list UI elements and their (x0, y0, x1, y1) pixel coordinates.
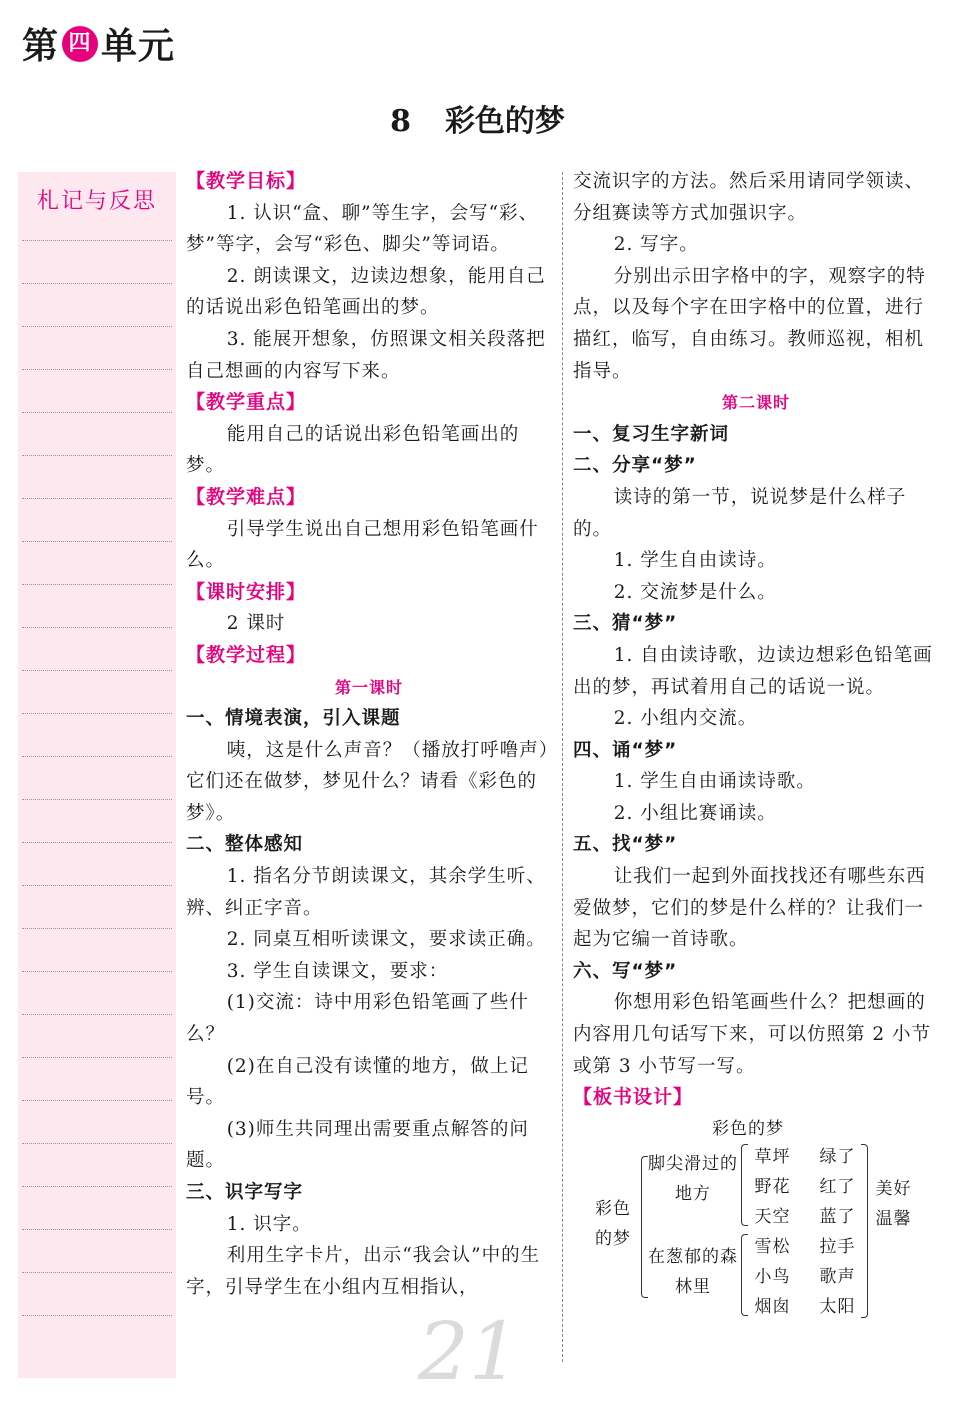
paragraph: 能用自己的话说出彩色铅笔画出的梦。 (186, 423, 520, 477)
board-root: 彩色的梦 (595, 1198, 631, 1249)
lesson-period-title: 第二课时 (721, 393, 790, 413)
sidebar-ruled-line (22, 1100, 172, 1101)
paragraph: 2. 小组内交流。 (613, 708, 758, 730)
sidebar-ruled-line (22, 455, 172, 456)
board-item: 拉手 (819, 1236, 856, 1257)
unit-prefix: 第 (22, 26, 60, 67)
paragraph: 2 课时 (226, 613, 286, 635)
sidebar-ruled-line (22, 1143, 172, 1144)
lesson-name: 彩色的梦 (444, 104, 565, 139)
board-item: 太阳 (819, 1296, 856, 1317)
paragraph: 2. 小组比赛诵读。 (613, 802, 777, 824)
board-branch: 脚尖滑过的地方 (648, 1153, 738, 1204)
section-heading: 【教学目标】 (186, 170, 307, 192)
sidebar-ruled-line (22, 1057, 172, 1058)
paragraph: 3. 学生自读课文，要求： (226, 960, 449, 982)
paragraph: 1. 认识“盒、聊”等生字，会写“彩、梦”等字，会写“彩色、脚尖”等词语。 (186, 202, 539, 256)
step-heading: 一、复习生字新词 (573, 423, 730, 445)
section-heading: 【课时安排】 (186, 580, 307, 603)
board-item: 绿了 (819, 1146, 856, 1167)
sidebar-ruled-line (22, 1186, 172, 1187)
paragraph: (3)师生共同理出需要重点解答的问题。 (186, 1118, 529, 1172)
right-column (573, 166, 939, 1317)
step-heading: 一、情境表演，引入课题 (186, 708, 401, 730)
step-heading: 六、写“梦” (573, 960, 678, 982)
paragraph: 2. 写字。 (613, 234, 699, 256)
paragraph: 分别出示田字格中的字，观察字的特点，以及每个字在田字格中的位置，进行描红，临写，自由练习。教师巡视，相机指导。 (573, 265, 926, 382)
step-heading: 四、诵“梦” (573, 739, 678, 761)
lesson-title (0, 96, 955, 140)
board-item: 烟囱 (754, 1296, 791, 1317)
sidebar-ruled-line (22, 842, 172, 843)
column-divider (562, 172, 563, 1362)
paragraph: 1. 指名分节朗读课文，其余学生听、辨、纠正字音。 (186, 866, 546, 919)
unit-suffix: 单元 (101, 26, 176, 67)
sidebar-ruled-line (22, 1014, 172, 1015)
sidebar-ruled-line (22, 541, 172, 542)
sidebar-ruled-line (22, 1315, 172, 1316)
paragraph: (2)在自己没有读懂的地方，做上记号。 (186, 1055, 529, 1109)
sidebar-ruled-line (22, 584, 172, 585)
paragraph: 引导学生说出自己想用彩色铅笔画什么。 (186, 518, 539, 572)
sidebar-ruled-line (22, 713, 172, 714)
step-heading: 三、识字写字 (186, 1182, 304, 1203)
sidebar-title: 札记与反思 (36, 189, 157, 214)
paragraph: 2. 同桌互相听读课文，要求读正确。 (226, 929, 546, 951)
board-item: 草坪 (754, 1146, 791, 1167)
unit-number-badge: 四 (62, 26, 98, 62)
board-summary: 美好温馨 (875, 1178, 912, 1229)
section-heading: 【板书设计】 (573, 1086, 694, 1109)
section-heading: 【教学难点】 (186, 485, 307, 508)
step-heading: 三、猜“梦” (573, 613, 678, 635)
board-bracket (641, 1156, 648, 1298)
board-branch: 在葱郁的森林里 (648, 1246, 738, 1297)
sidebar-ruled-line (22, 928, 172, 929)
paragraph: 你想用彩色铅笔画些什么？把想画的内容用几句话写下来，可以仿照第 2 小节或第 3 小节写一写。 (573, 992, 932, 1077)
paragraph: 让我们一起到外面找找还有哪些东西爱做梦，它们的梦是什么样的？让我们一起为它编一首诗歌。 (573, 866, 926, 951)
paragraph: 1. 自由读诗歌，边读边想彩色铅笔画出的梦，再试着用自己的话说一说。 (573, 644, 933, 698)
sidebar-ruled-line (22, 670, 172, 671)
paragraph: 利用生字卡片，出示“我会认”中的生字，引导学生在小组内互相指认， (186, 1245, 541, 1298)
paragraph: (1)交流：诗中用彩色铅笔画了些什么？ (186, 992, 529, 1046)
sidebar-ruled-line (22, 1229, 172, 1230)
paragraph: 咦，这是什么声音？（播放打呼噜声）它们还在做梦，梦见什么？请看《彩色的梦》。 (186, 739, 549, 824)
sidebar-ruled-line (22, 240, 172, 241)
sidebar-ruled-line (22, 412, 172, 413)
paragraph: 读诗的第一节，说说梦是什么样子的。 (573, 486, 907, 540)
sidebar-ruled-line (22, 971, 172, 972)
paragraph: 2. 交流梦是什么。 (613, 581, 777, 603)
sidebar-ruled-line (22, 326, 172, 327)
paragraph: 3. 能展开想象，仿照课文相关段落把自己想画的内容写下来。 (186, 328, 546, 382)
sidebar-ruled-line (22, 498, 172, 499)
section-heading: 【教学重点】 (186, 391, 307, 414)
lesson-period-title: 第一课时 (334, 677, 403, 697)
step-heading: 二、整体感知 (186, 834, 304, 856)
board-title: 彩色的梦 (712, 1118, 784, 1139)
sidebar-ruled-line (22, 799, 172, 800)
paragraph: 1. 识字。 (226, 1213, 312, 1235)
lesson-number: 8 (390, 104, 411, 139)
unit-header (22, 18, 175, 69)
board-item: 歌声 (819, 1266, 856, 1287)
board-item: 雪松 (754, 1236, 791, 1257)
board-item: 红了 (819, 1176, 856, 1197)
section-heading: 【教学过程】 (186, 643, 307, 666)
sidebar-ruled-line (22, 283, 172, 284)
paragraph: 交流识字的方法。然后采用请同学领读、分组赛读等方式加强识字。 (573, 171, 925, 224)
board-bracket (861, 1144, 868, 1318)
sidebar-ruled-line (22, 885, 172, 886)
board-item: 天空 (754, 1206, 791, 1227)
paragraph: 1. 学生自由诵读诗歌。 (613, 771, 816, 793)
board-item: 野花 (754, 1176, 791, 1197)
step-heading: 五、找“梦” (573, 834, 678, 856)
board-item: 蓝了 (819, 1206, 856, 1227)
step-heading: 二、分享“梦” (573, 455, 697, 477)
board-design (573, 1114, 939, 1317)
sidebar-ruled-line (22, 756, 172, 757)
paragraph: 1. 学生自由读诗。 (613, 550, 777, 572)
board-item: 小鸟 (754, 1266, 791, 1287)
sidebar-ruled-line (22, 627, 172, 628)
sidebar-ruled-line (22, 369, 172, 370)
paragraph: 2. 朗读课文，边读边想象，能用自己的话说出彩色铅笔画出的梦。 (186, 265, 546, 319)
left-column (186, 166, 552, 1303)
notes-sidebar (18, 172, 176, 1378)
sidebar-ruled-line (22, 1272, 172, 1273)
page-number: 21 (418, 1305, 520, 1398)
